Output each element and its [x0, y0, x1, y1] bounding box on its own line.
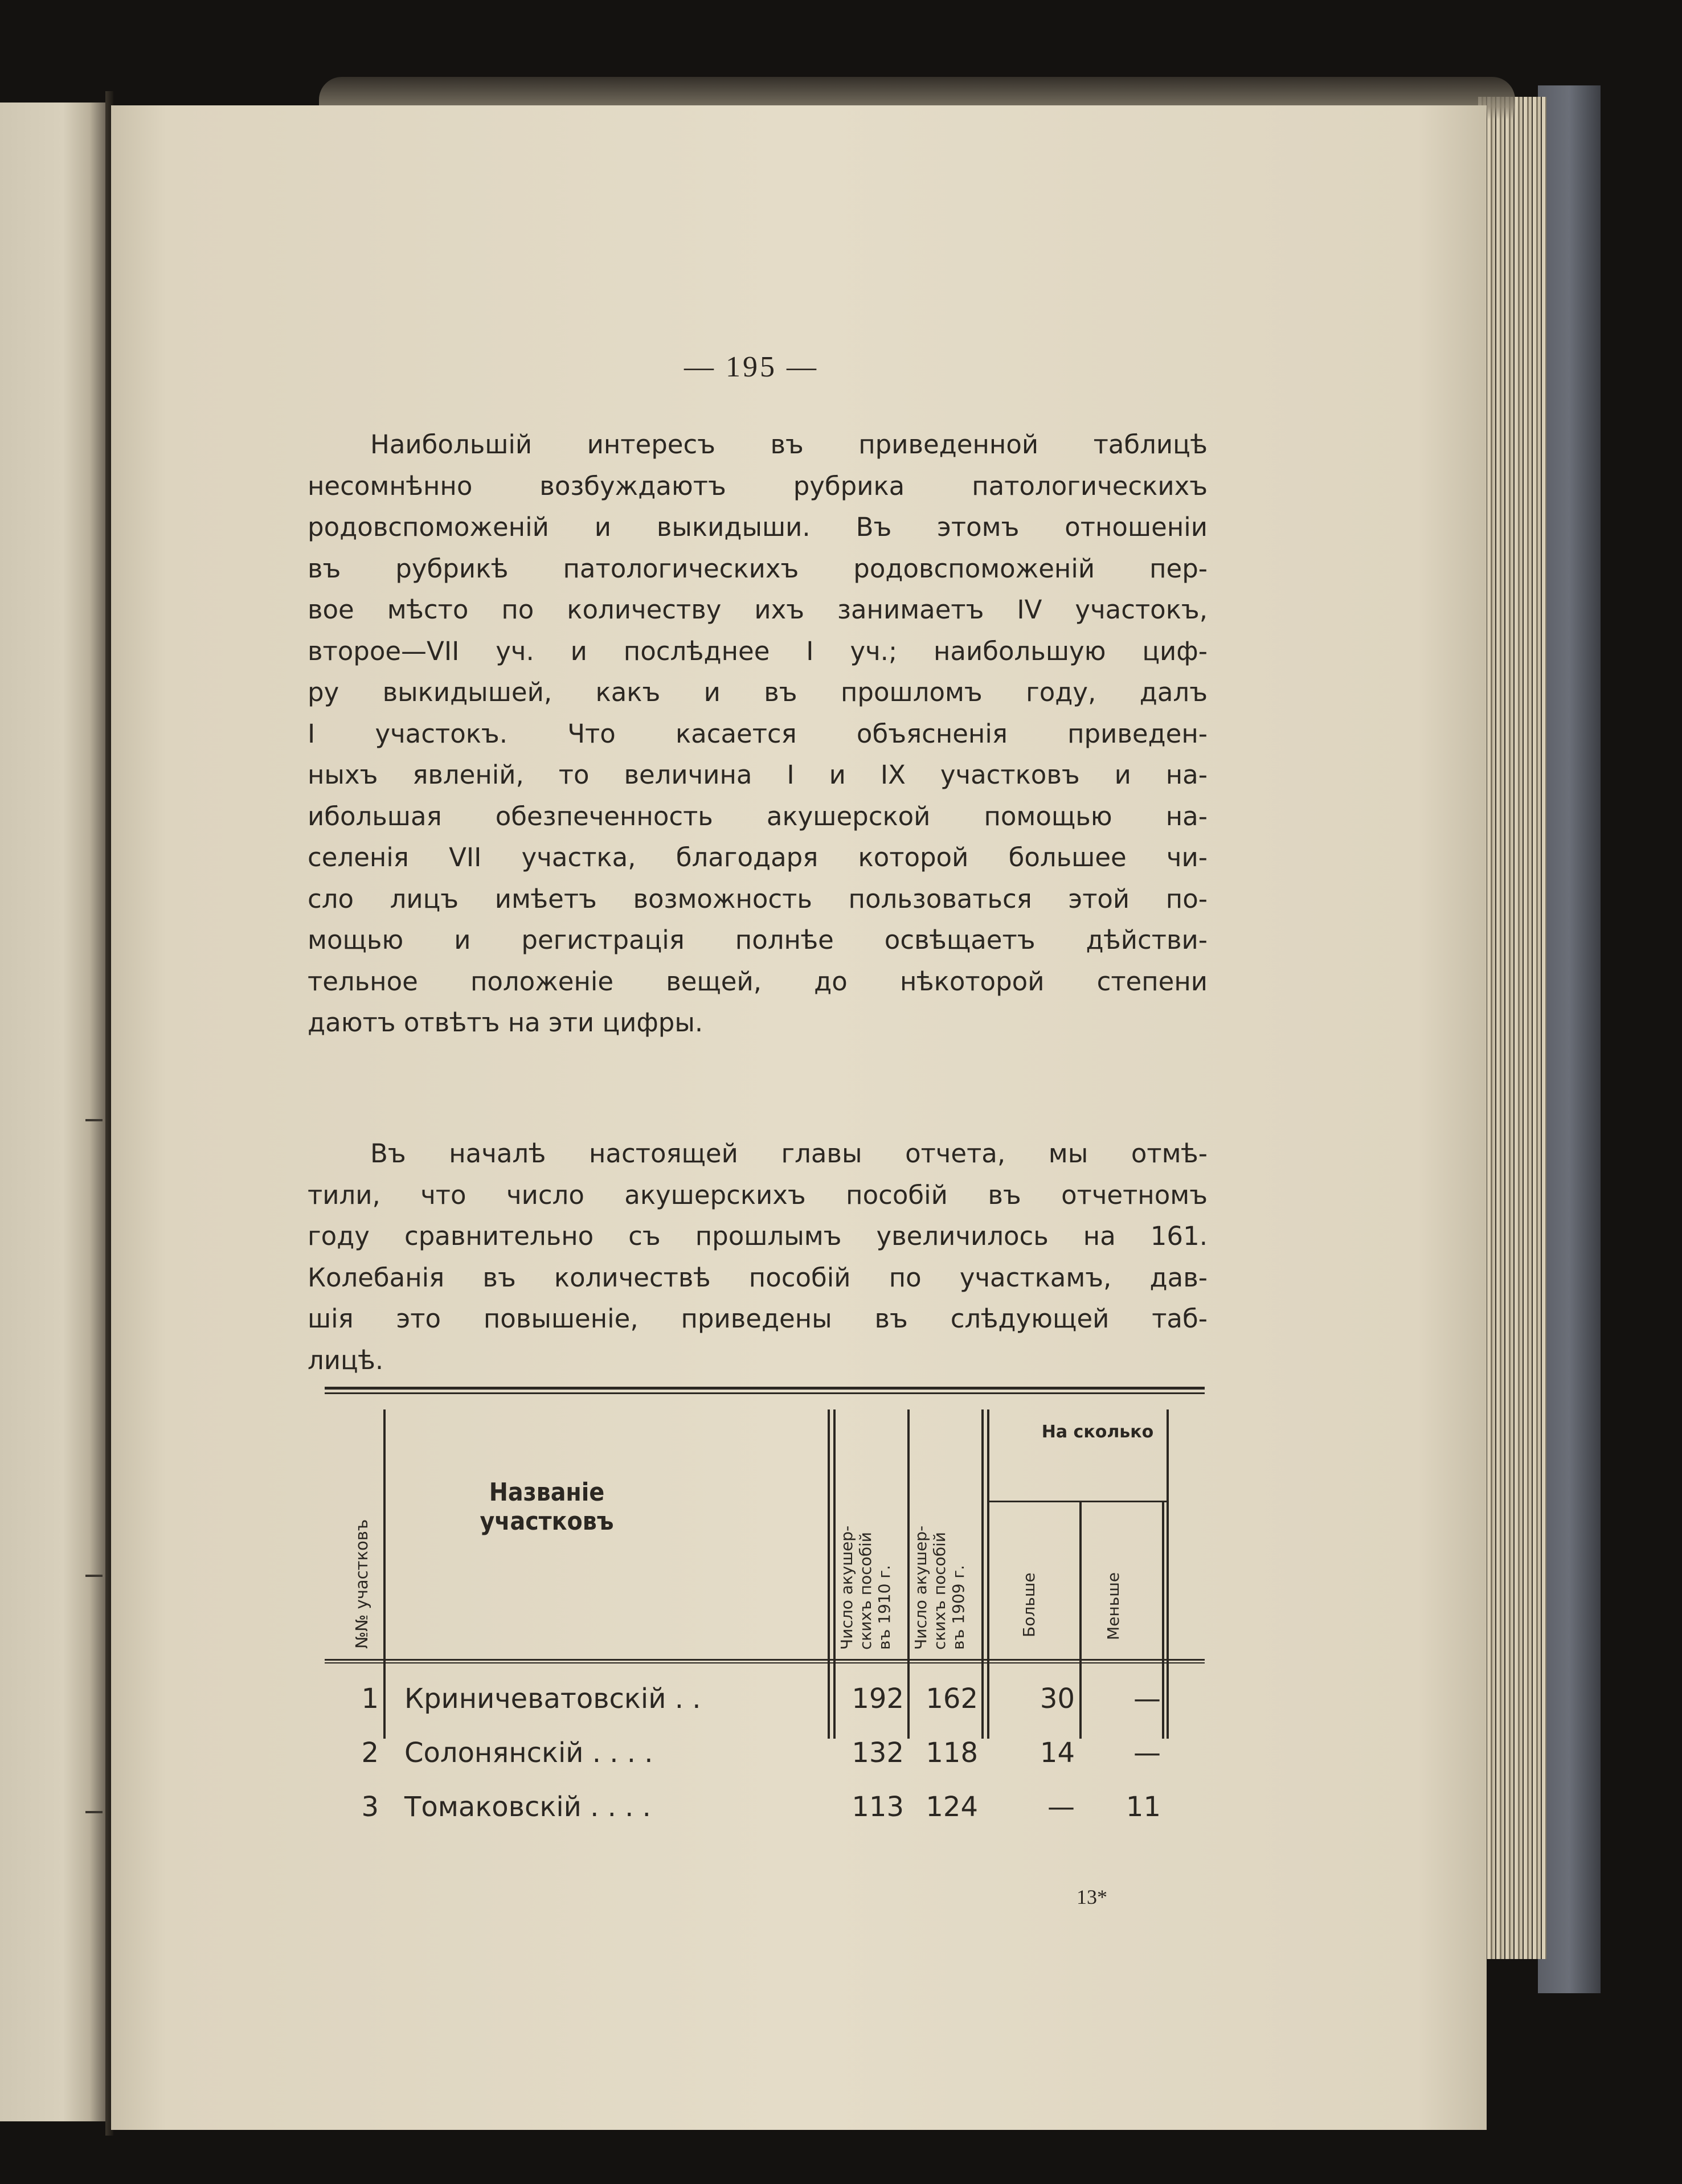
text-line: ибольшая обезпеченность акушерской помощью на-: [308, 801, 1208, 831]
aid-comparison-table: [325, 1387, 1205, 1823]
row-count-1909: 124: [926, 1791, 978, 1823]
row-name: Криничеватовскій . .: [404, 1683, 701, 1715]
header-group-difference: На сколько: [1041, 1422, 1154, 1442]
text-line: лицѣ.: [308, 1345, 384, 1375]
header-count-1910: Число акушер- скихъ пособій въ 1910 г.: [837, 1525, 894, 1650]
header-more: Больше: [1020, 1572, 1038, 1637]
row-more: —: [1047, 1791, 1075, 1823]
header-count-1909: Число акушер- скихъ пособій въ 1909 г.: [911, 1525, 968, 1650]
paragraph-1: [308, 424, 1208, 1044]
text-line: году сравнительно съ прошлымъ увеличилось на 161.: [308, 1221, 1208, 1251]
paragraph-2: [308, 1133, 1208, 1381]
text-line: Наибольшій интересъ въ приведенной таблицѣ: [370, 429, 1208, 460]
row-count-1909: 162: [926, 1683, 978, 1715]
text-line: ныхъ явленій, то величина I и IX участковъ и на-: [308, 760, 1208, 790]
table-row: [325, 1791, 1205, 1842]
row-count-1910: 113: [852, 1791, 904, 1823]
text-line: второе—VII уч. и послѣднее I уч.; наибольшую циф-: [308, 636, 1208, 666]
page-number: — 195 —: [684, 351, 819, 383]
row-less: —: [1133, 1683, 1161, 1715]
text-line: вое мѣсто по количеству ихъ занимаетъ IV участокъ,: [308, 595, 1208, 625]
row-number: 2: [361, 1737, 379, 1769]
text-line: несомнѣнно возбуждаютъ рубрика патологическихъ: [308, 470, 1208, 501]
text-line: даютъ отвѣтъ на эти цифры.: [308, 1007, 703, 1038]
row-count-1910: 132: [852, 1737, 904, 1769]
group-underline: [987, 1501, 1167, 1502]
row-more: 30: [1040, 1683, 1075, 1715]
text-line: тили, что число акушерскихъ пособій въ отчетномъ: [308, 1179, 1208, 1210]
row-number: 3: [361, 1791, 379, 1823]
table-row: [325, 1737, 1205, 1788]
text-line: тельное положеніе вещей, до нѣкоторой степени: [308, 966, 1208, 997]
text-line: Въ началѣ настоящей главы отчета, мы отмѣ-: [370, 1138, 1208, 1169]
row-more: 14: [1040, 1737, 1075, 1769]
table-top-rule-thin: [325, 1392, 1205, 1394]
row-name: Томаковскій . . . .: [404, 1791, 651, 1823]
book-cover-edge: [1538, 85, 1601, 1993]
table-top-rule: [325, 1387, 1205, 1390]
left-page-mark: [85, 1811, 103, 1813]
text-line: шія это повышеніе, приведены въ слѣдующей таб-: [308, 1304, 1208, 1334]
text-line: ру выкидышей, какъ и въ прошломъ году, далъ: [308, 677, 1208, 707]
row-name: Солонянскій . . . .: [404, 1737, 653, 1769]
left-page-edge: [0, 103, 105, 2121]
text-line: сло лицъ имѣетъ возможность пользоваться этой по-: [308, 883, 1208, 914]
text-line: мощью и регистрація полнѣе освѣщаетъ дѣйстви-: [308, 925, 1208, 955]
row-count-1909: 118: [926, 1737, 978, 1769]
left-page-mark: [85, 1119, 103, 1121]
row-less: 11: [1126, 1791, 1161, 1823]
header-bottom-rule: [325, 1659, 1205, 1661]
header-name: Названіе участковъ: [480, 1478, 614, 1536]
row-less: —: [1133, 1737, 1161, 1769]
text-line: Колебанія въ количествѣ пособій по участкамъ, дав-: [308, 1262, 1208, 1293]
row-number: 1: [361, 1683, 379, 1715]
text-line: родовспоможеній и выкидыши. Въ этомъ отношеніи: [308, 512, 1208, 542]
row-count-1910: 192: [852, 1683, 904, 1715]
header-bottom-rule-thin: [325, 1662, 1205, 1663]
text-line: I участокъ. Что касается объясненія приведен-: [308, 718, 1208, 749]
left-page-mark: [85, 1575, 103, 1577]
signature-mark: 13*: [1077, 1886, 1107, 1908]
header-number: №№ участковъ: [352, 1519, 371, 1649]
header-less: Меньше: [1104, 1572, 1123, 1640]
text-line: селенія VII участка, благодаря которой большее чи-: [308, 842, 1208, 872]
text-line: въ рубрикѣ патологическихъ родовспоможеній пер-: [308, 553, 1208, 584]
table-row: [325, 1683, 1205, 1734]
